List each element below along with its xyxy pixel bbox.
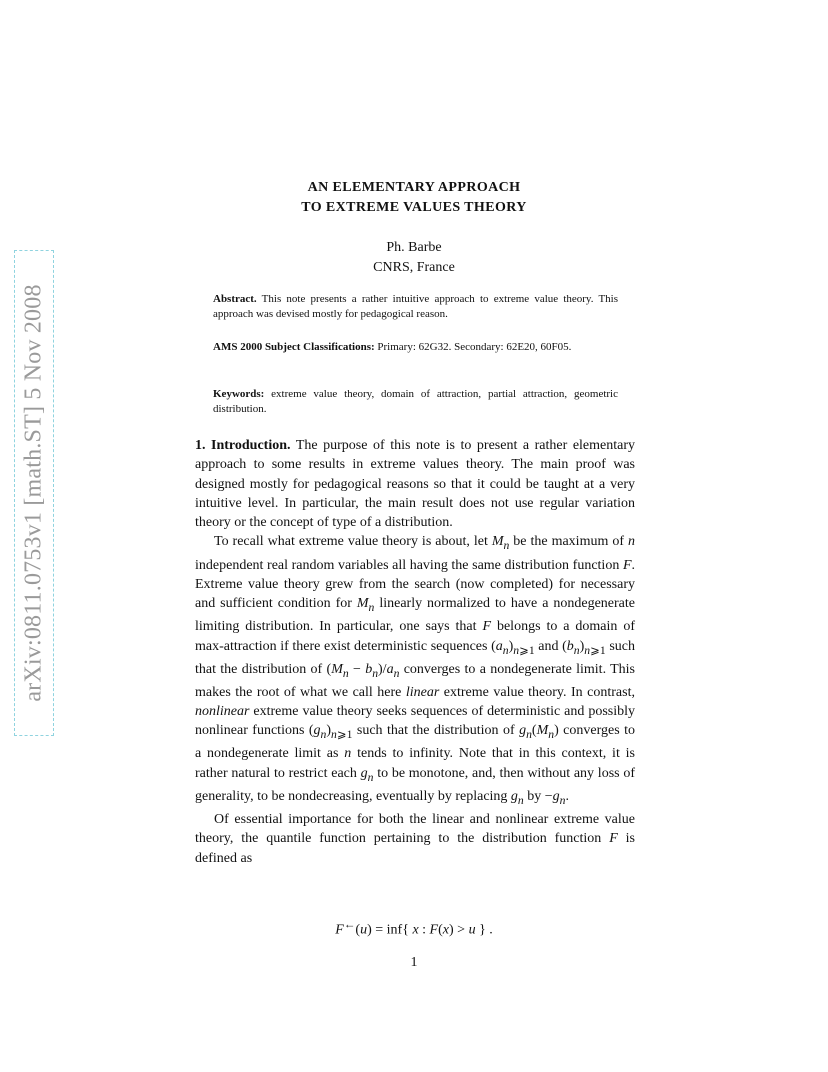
keywords-text: extreme value theory, domain of attraction, partial attraction, geometric distribution. (213, 388, 618, 415)
paper-title (0, 178, 828, 218)
keywords-label: Keywords: (213, 388, 265, 400)
abstract-label: Abstract. (213, 293, 257, 305)
paragraph-1-text: The purpose of this note is to present a rather elementary approach to some results in extreme values theory. The main proof was designed mostly for pedagogical reasons so that it could be taught at a very intuitive level. In particular, the main result does not use regular variation theory or the concept of type of a distribution. (195, 438, 636, 531)
page-number: 1 (410, 955, 418, 970)
quantile-formula: F←(u) = inf{ x : F(x) > u } . (335, 918, 493, 938)
paragraph-3: Of essential importance for both the linear and nonlinear extreme value theory, the quantile function pertaining to the distribution function F is defined as (195, 811, 635, 866)
author-block (0, 238, 828, 278)
arxiv-identifier[interactable]: arXiv:0811.0753v1 [math.ST] 5 Nov 2008 (20, 284, 47, 702)
section-introduction (195, 436, 635, 868)
paragraph-1 (195, 436, 635, 532)
abstract-text: This note presents a rather intuitive approach to extreme value theory. This approach was devised mostly for pedagogical reason. (213, 293, 618, 320)
abstract (213, 292, 618, 321)
author-name: Ph. Barbe (386, 240, 442, 255)
keywords (213, 387, 618, 416)
paragraph-2: To recall what extreme value theory is about, let $M_n$ be the maximum of n independent real random variables all having the same distribution function F. Extreme value theory grew from the search (now completed) for necessary and sufficient condition for $M_n$ linearly normalized to have a nondegenerate limiting distribution. In particular, one says that F belongs to a domain of max-attraction if there exist deterministic sequences $(a_n)_{n⩾1}$ and $(b_n)_{n⩾1}$ such that the distribution of $(M_n - b_n)/a_n$ converges to a nondegenerate limit. This makes the root of what we call here linear extreme value theory. In contrast, nonlinear extreme value theory seeks sequences of deterministic and possibly nonlinear functions $(g_n)_{n⩾1}$ such that the distribution of $g_n(M_n)$ converges to a nondegenerate limit as n tends to infinity. Note that in this context, it is rather natural to restrict each $g_n$ to be monotone, and, then without any loss of generality, to be nondecreasing, eventually by replacing $g_n$ by $-g_n$. (195, 534, 636, 807)
title-line-2: TO EXTREME VALUES THEORY (301, 200, 527, 215)
author-affiliation: CNRS, France (373, 260, 455, 275)
section-heading: 1. Introduction. (195, 438, 291, 453)
title-line-1: AN ELEMENTARY APPROACH (307, 180, 521, 195)
ams-text: Primary: 62G32. Secondary: 62E20, 60F05. (374, 341, 572, 353)
ams-classification (213, 340, 618, 355)
ams-label: AMS 2000 Subject Classifications: (213, 341, 375, 353)
